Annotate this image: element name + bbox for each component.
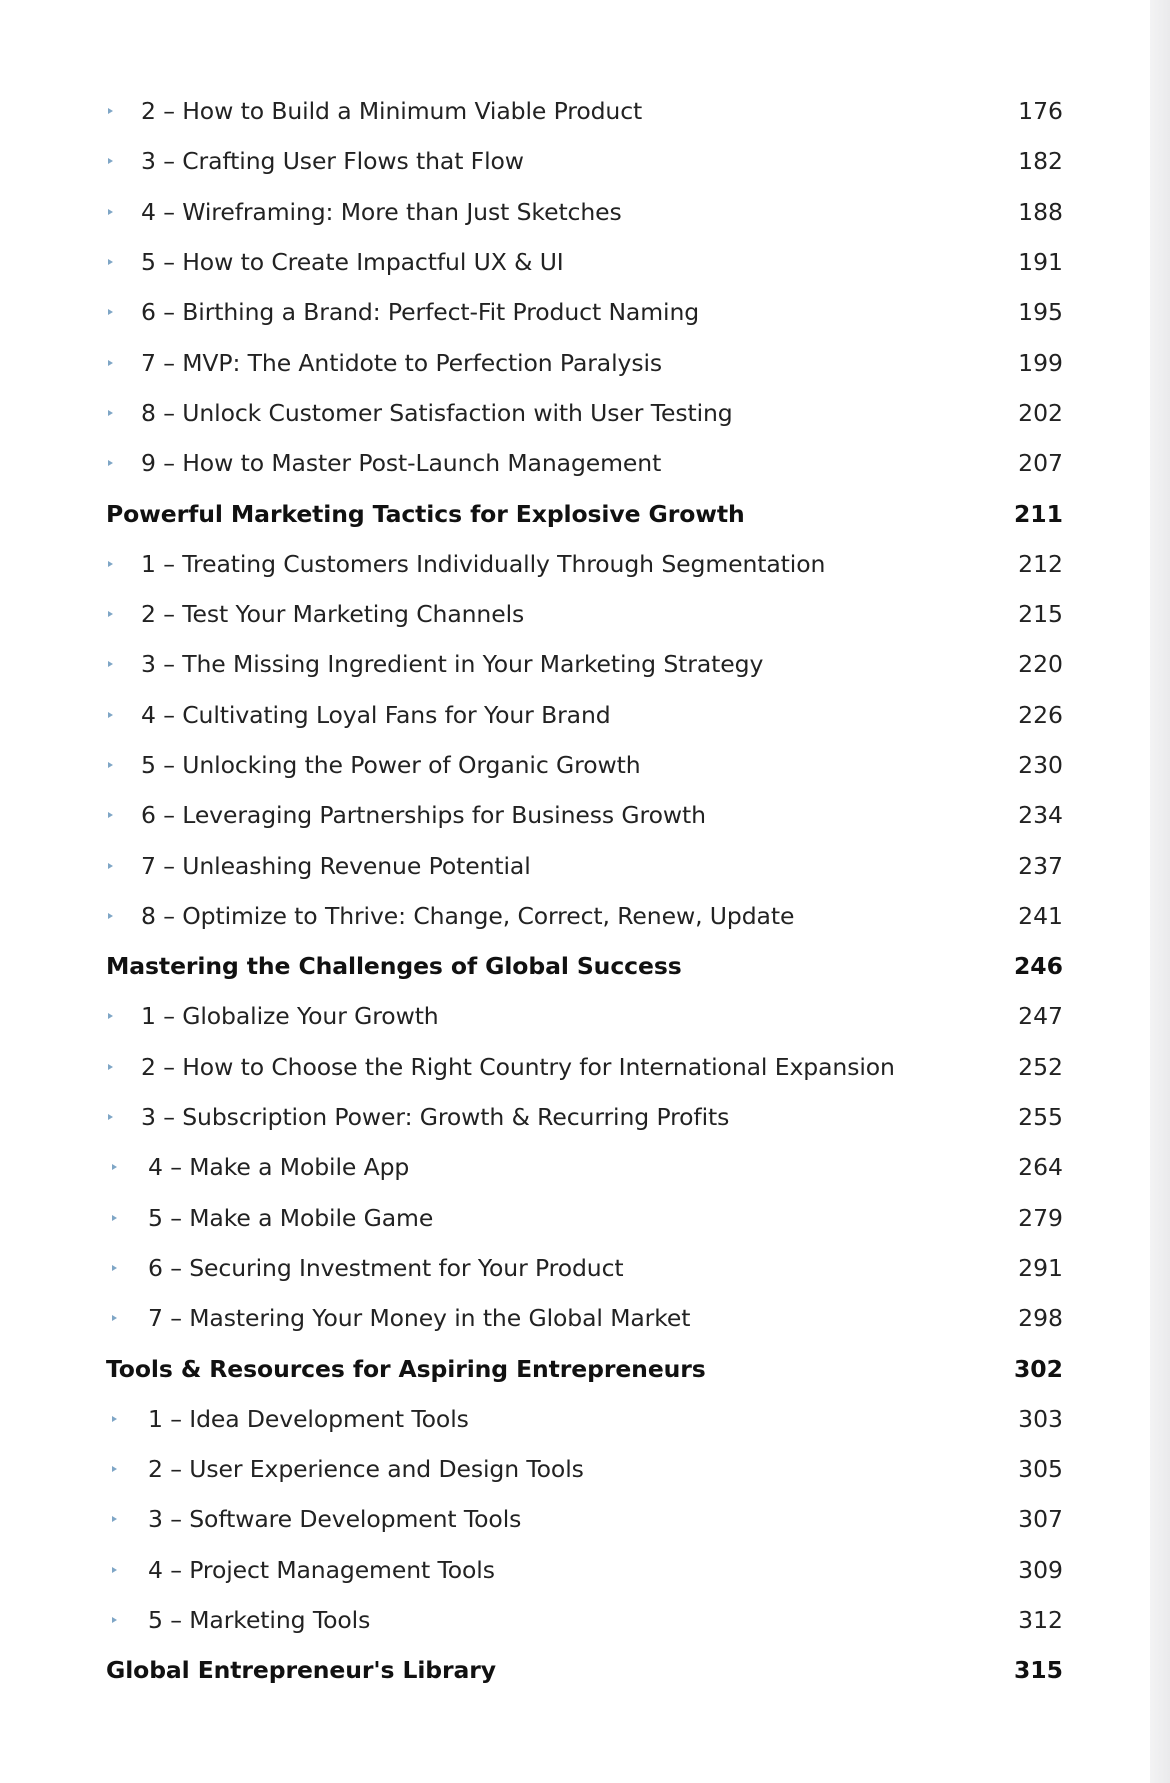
entry-title: 7 – Unleashing Revenue Potential xyxy=(141,851,531,880)
entry-title: 5 – Marketing Tools xyxy=(148,1606,371,1635)
toc-entry[interactable] xyxy=(0,1243,1150,1293)
entry-title: 5 – Make a Mobile Game xyxy=(148,1203,434,1232)
page-number: 226 xyxy=(1018,700,1063,729)
page-number: 195 xyxy=(1018,298,1063,327)
toc-entry[interactable] xyxy=(0,740,1150,790)
bullet-triangle-icon xyxy=(112,1164,117,1170)
bullet-triangle-icon xyxy=(108,259,113,265)
toc-entry[interactable] xyxy=(0,690,1150,740)
bullet-triangle-icon xyxy=(108,209,113,215)
bullet-triangle-icon xyxy=(112,1315,117,1321)
page-number: 252 xyxy=(1018,1052,1063,1081)
toc-entry[interactable] xyxy=(0,1545,1150,1595)
entry-title: 8 – Optimize to Thrive: Change, Correct, Renew, Update xyxy=(141,901,795,930)
toc-entry[interactable] xyxy=(0,337,1150,387)
page-number: 176 xyxy=(1018,97,1063,126)
bullet-triangle-icon xyxy=(108,410,113,416)
entry-title: 4 – Project Management Tools xyxy=(148,1555,495,1584)
page-edge-strip xyxy=(1150,0,1170,1783)
toc-entry[interactable] xyxy=(0,136,1150,186)
entry-title: 1 – Globalize Your Growth xyxy=(141,1002,439,1031)
bullet-triangle-icon xyxy=(112,1567,117,1573)
bullet-triangle-icon xyxy=(108,812,113,818)
bullet-triangle-icon xyxy=(108,913,113,919)
page-number: 211 xyxy=(1013,499,1063,528)
bullet-triangle-icon xyxy=(108,762,113,768)
entry-title: 3 – Crafting User Flows that Flow xyxy=(141,147,524,176)
page-number: 279 xyxy=(1018,1203,1063,1232)
entry-title: 3 – Software Development Tools xyxy=(148,1505,522,1534)
page-number: 207 xyxy=(1018,449,1063,478)
page-number: 246 xyxy=(1013,952,1063,981)
page-number: 305 xyxy=(1018,1455,1063,1484)
bullet-triangle-icon xyxy=(108,158,113,164)
page-number: 191 xyxy=(1018,248,1063,277)
toc-section-heading[interactable] xyxy=(0,1645,1150,1695)
bullet-triangle-icon xyxy=(112,1516,117,1522)
toc-entry[interactable] xyxy=(0,840,1150,890)
bullet-triangle-icon xyxy=(112,1617,117,1623)
toc-entry[interactable] xyxy=(0,639,1150,689)
entry-title: 4 – Make a Mobile App xyxy=(148,1153,410,1182)
page-number: 202 xyxy=(1018,398,1063,427)
bullet-triangle-icon xyxy=(108,863,113,869)
entry-title: 6 – Leveraging Partnerships for Business Growth xyxy=(141,801,706,830)
page-number: 303 xyxy=(1018,1404,1063,1433)
bullet-triangle-icon xyxy=(108,1114,113,1120)
page-number: 230 xyxy=(1018,751,1063,779)
bullet-triangle-icon xyxy=(108,108,113,114)
toc-entry[interactable] xyxy=(0,1394,1150,1444)
bullet-triangle-icon xyxy=(112,1416,117,1422)
page-number: 182 xyxy=(1018,147,1063,176)
entry-title: 7 – Mastering Your Money in the Global Market xyxy=(148,1304,691,1333)
bullet-triangle-icon xyxy=(108,712,113,718)
bullet-triangle-icon xyxy=(108,360,113,366)
bullet-triangle-icon xyxy=(108,309,113,315)
entry-title: 6 – Birthing a Brand: Perfect-Fit Product Naming xyxy=(141,298,700,327)
entry-title: 9 – How to Master Post-Launch Management xyxy=(141,449,662,478)
toc-entry[interactable] xyxy=(0,1092,1150,1142)
entry-title: 2 – How to Build a Minimum Viable Product xyxy=(141,97,643,126)
toc-entry[interactable] xyxy=(0,589,1150,639)
bullet-triangle-icon xyxy=(108,611,113,617)
entry-title: 5 – How to Create Impactful UX & UI xyxy=(141,248,564,277)
entry-title: 5 – Unlocking the Power of Organic Growth xyxy=(141,751,641,779)
bullet-triangle-icon xyxy=(108,1013,113,1019)
page-number: 199 xyxy=(1018,348,1063,377)
entry-title: 7 – MVP: The Antidote to Perfection Paralysis xyxy=(141,348,663,377)
toc-entry[interactable] xyxy=(0,438,1150,488)
bullet-triangle-icon xyxy=(112,1466,117,1472)
section-title: Global Entrepreneur's Library xyxy=(106,1656,496,1685)
toc-entry[interactable] xyxy=(0,1142,1150,1192)
toc-entry[interactable] xyxy=(0,388,1150,438)
bullet-triangle-icon xyxy=(112,1265,117,1271)
page-number: 234 xyxy=(1018,801,1063,830)
page-number: 255 xyxy=(1018,1103,1063,1132)
toc-entry[interactable] xyxy=(0,790,1150,840)
page-number: 212 xyxy=(1018,549,1063,578)
entry-title: 1 – Treating Customers Individually Through Segmentation xyxy=(141,549,826,578)
toc-entry[interactable] xyxy=(0,237,1150,287)
page-number: 291 xyxy=(1018,1253,1063,1282)
page-number: 315 xyxy=(1013,1656,1063,1685)
toc-entry[interactable] xyxy=(0,1494,1150,1544)
toc-entry[interactable] xyxy=(0,287,1150,337)
bullet-triangle-icon xyxy=(108,561,113,567)
entry-title: 2 – How to Choose the Right Country for International Expansion xyxy=(141,1052,895,1081)
section-title: Tools & Resources for Aspiring Entrepreneurs xyxy=(106,1354,706,1383)
toc-entry[interactable] xyxy=(0,1444,1150,1494)
toc-entry[interactable] xyxy=(0,991,1150,1041)
page-number: 215 xyxy=(1018,600,1063,629)
toc-section-heading[interactable] xyxy=(0,1343,1150,1393)
bullet-triangle-icon xyxy=(108,661,113,667)
toc-entry[interactable] xyxy=(0,1595,1150,1645)
page-number: 241 xyxy=(1018,901,1063,930)
page-number: 302 xyxy=(1013,1354,1063,1383)
entry-title: 3 – The Missing Ingredient in Your Marketing Strategy xyxy=(141,650,764,679)
page-number: 220 xyxy=(1018,650,1063,679)
entry-title: 3 – Subscription Power: Growth & Recurring Profits xyxy=(141,1103,730,1132)
toc-entry[interactable] xyxy=(0,1042,1150,1092)
toc-entry[interactable] xyxy=(0,1193,1150,1243)
toc-entry[interactable] xyxy=(0,187,1150,237)
page-number: 264 xyxy=(1018,1153,1063,1182)
entry-title: 2 – Test Your Marketing Channels xyxy=(141,600,525,629)
table-of-contents xyxy=(0,86,1150,1696)
toc-section-heading[interactable] xyxy=(0,488,1150,538)
toc-entry[interactable] xyxy=(0,1293,1150,1343)
bullet-triangle-icon xyxy=(112,1215,117,1221)
page-number: 309 xyxy=(1018,1555,1063,1584)
page-number: 188 xyxy=(1018,197,1063,226)
bullet-triangle-icon xyxy=(108,460,113,466)
page-number: 247 xyxy=(1018,1002,1063,1031)
entry-title: 4 – Wireframing: More than Just Sketches xyxy=(141,197,622,226)
section-title: Mastering the Challenges of Global Success xyxy=(106,952,682,981)
entry-title: 4 – Cultivating Loyal Fans for Your Brand xyxy=(141,700,611,729)
toc-entry[interactable] xyxy=(0,891,1150,941)
entry-title: 8 – Unlock Customer Satisfaction with User Testing xyxy=(141,398,733,427)
page-number: 237 xyxy=(1018,851,1063,880)
bullet-triangle-icon xyxy=(108,1064,113,1070)
entry-title: 6 – Securing Investment for Your Product xyxy=(148,1253,624,1282)
toc-section-heading[interactable] xyxy=(0,941,1150,991)
toc-entry[interactable] xyxy=(0,539,1150,589)
page-number: 307 xyxy=(1018,1505,1063,1534)
section-title: Powerful Marketing Tactics for Explosive Growth xyxy=(106,499,745,528)
entry-title: 1 – Idea Development Tools xyxy=(148,1404,469,1433)
entry-title: 2 – User Experience and Design Tools xyxy=(148,1455,584,1484)
page-number: 312 xyxy=(1018,1606,1063,1635)
toc-entry[interactable] xyxy=(0,86,1150,136)
page-number: 298 xyxy=(1018,1304,1063,1333)
